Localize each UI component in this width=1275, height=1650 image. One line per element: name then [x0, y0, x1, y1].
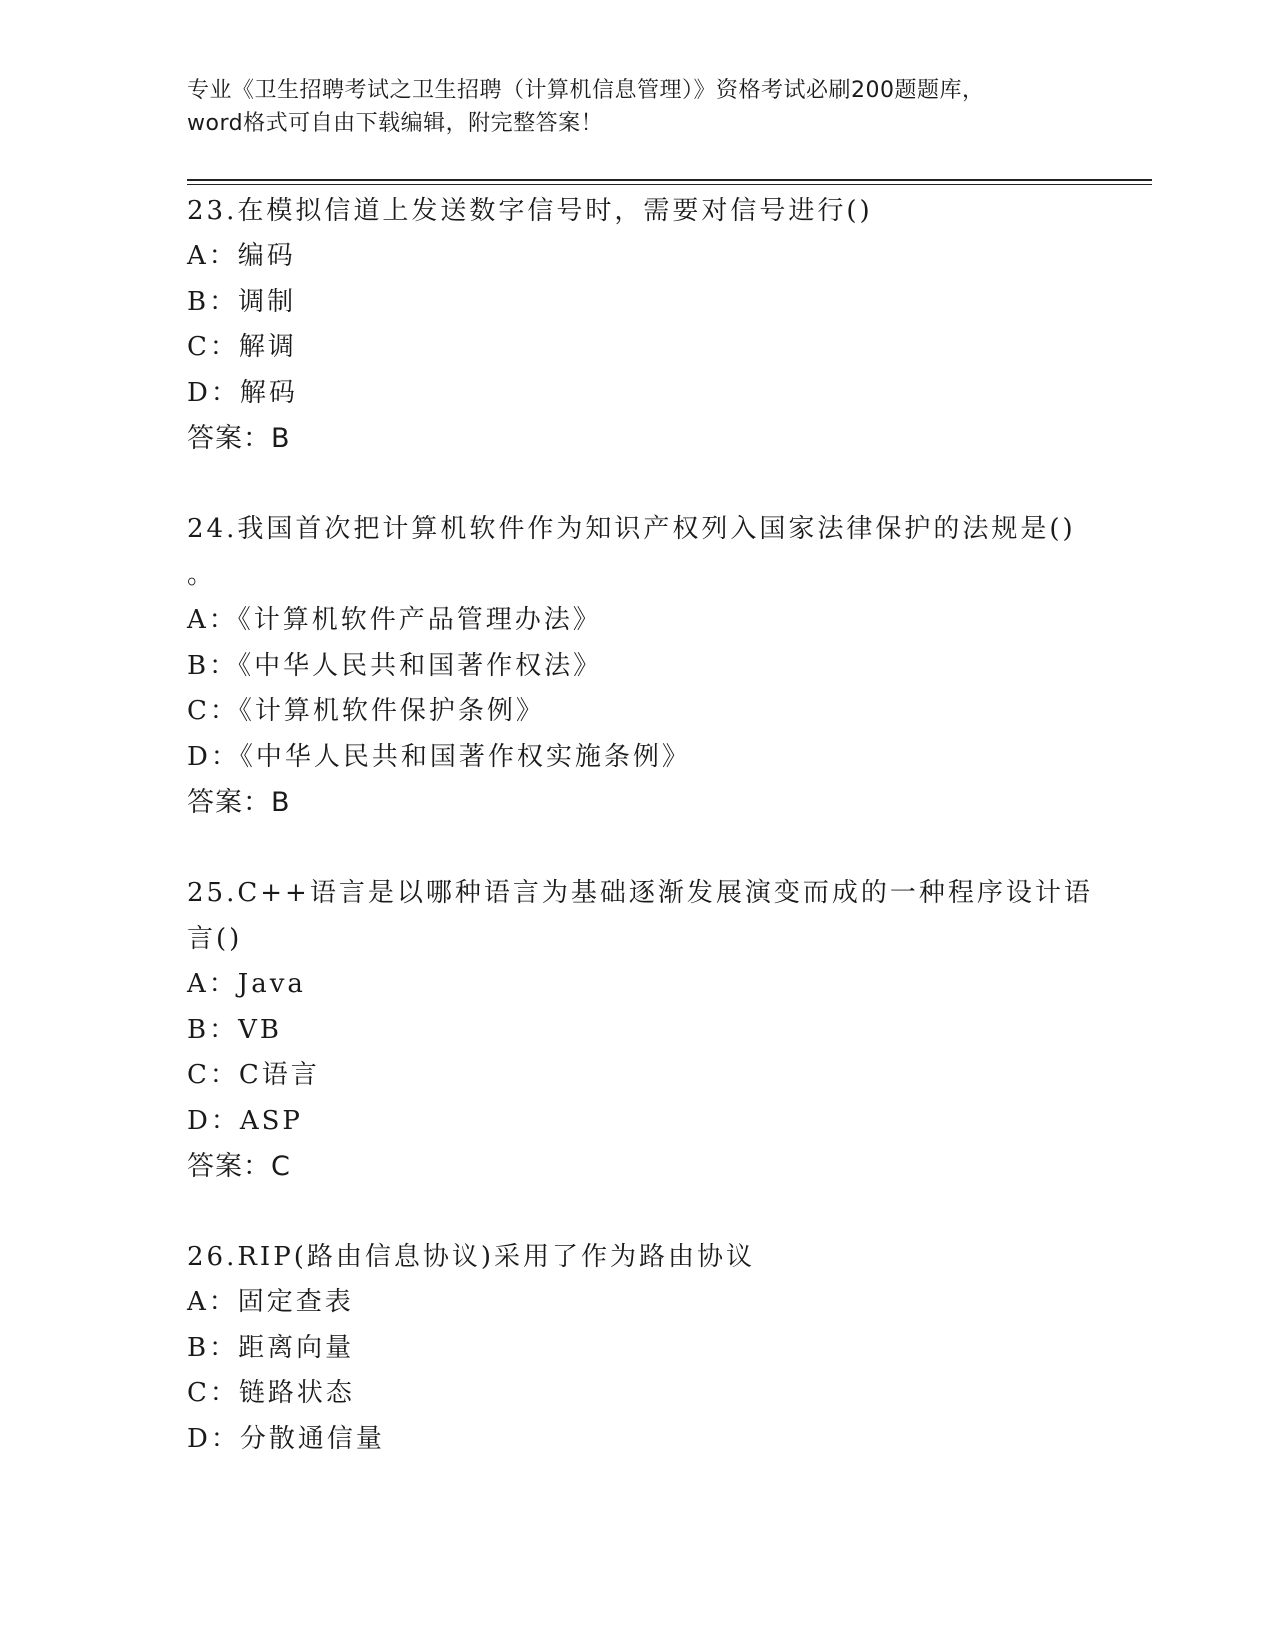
question-24: [187, 506, 1087, 826]
question-spacer: [187, 826, 1087, 870]
question-spacer: [187, 462, 1087, 506]
header-line-1: 专业《卫生招聘考试之卫生招聘（计算机信息管理）》资格考试必刷200题题库，: [187, 78, 985, 103]
option-b: B：《中华人民共和国著作权法》: [187, 650, 603, 681]
answer: 答案：B: [187, 423, 291, 454]
answer: 答案：C: [187, 1151, 291, 1182]
question-stem: 26.RIP(路由信息协议)采用了作为路由协议: [187, 1242, 755, 1272]
answer: 答案：B: [187, 787, 291, 818]
option-a: A：Java: [187, 969, 306, 999]
option-c: C：《计算机软件保护条例》: [187, 696, 545, 726]
question-stem-continuation: 言(): [187, 924, 243, 954]
option-b: B：调制: [187, 286, 297, 317]
option-d: D：ASP: [187, 1105, 303, 1136]
option-c: C：C语言: [187, 1060, 320, 1090]
question-26: [187, 1234, 1087, 1462]
question-list: [187, 188, 1093, 1462]
question-23: [187, 188, 1087, 462]
question-stem-continuation: 。: [187, 560, 217, 590]
question-stem: 24.我国首次把计算机软件作为知识产权列入国家法律保护的法规是(): [187, 514, 1076, 544]
option-c: C：解调: [187, 332, 297, 362]
option-a: A：固定查表: [187, 1287, 354, 1317]
question-spacer: [187, 1190, 1087, 1234]
option-d: D：《中华人民共和国著作权实施条例》: [187, 741, 691, 772]
option-b: B：VB: [187, 1014, 282, 1045]
question-stem: 23.在模拟信道上发送数字信号时，需要对信号进行(): [187, 196, 873, 226]
header-line-2: word格式可自由下载编辑，附完整答案！: [187, 111, 604, 136]
document-header: [187, 74, 1087, 140]
option-d: D：解码: [187, 377, 298, 408]
option-c: C：链路状态: [187, 1378, 355, 1408]
question-stem: 25.C++语言是以哪种语言为基础逐渐发展演变而成的一种程序设计语: [187, 878, 1093, 908]
header-divider: [187, 179, 1152, 185]
option-a: A：编码: [187, 241, 296, 271]
option-a: A：《计算机软件产品管理办法》: [187, 605, 602, 635]
option-b: B：距离向量: [187, 1332, 355, 1363]
question-25: [187, 870, 1093, 1190]
option-d: D：分散通信量: [187, 1423, 385, 1454]
